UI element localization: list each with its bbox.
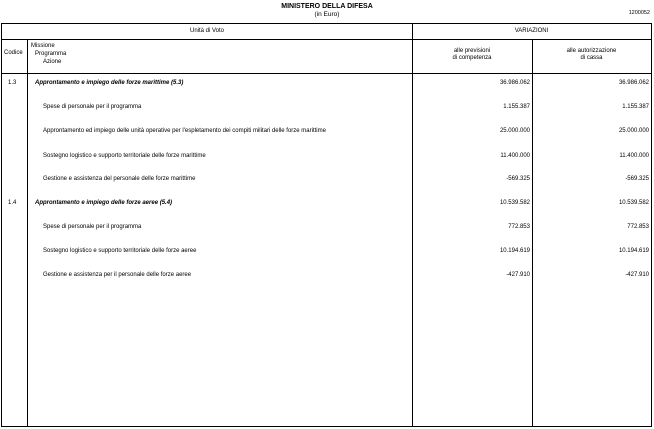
row-cassa: 10.539.582 bbox=[618, 200, 649, 206]
header-competenza-line1: alle previsioni bbox=[453, 48, 491, 54]
row-competenza: 10.194.619 bbox=[499, 248, 530, 254]
divider-codice bbox=[27, 39, 28, 427]
header-programma: Programma bbox=[35, 51, 67, 57]
header-missione: Missione bbox=[31, 43, 55, 49]
header-competenza-line2: di competenza bbox=[452, 55, 492, 61]
row-code: 1.4 bbox=[8, 200, 17, 206]
row-cassa: 772.853 bbox=[627, 224, 649, 230]
header-codice: Codice bbox=[4, 50, 23, 56]
row-competenza: 25.000.000 bbox=[499, 128, 530, 134]
row-description: Spese di personale per il programma bbox=[43, 104, 142, 110]
row-description: Approntamento e impiego delle forze marittime (5.3) bbox=[35, 80, 184, 86]
row-description: Sostegno logistico e supporto territoriale delle forze aeree bbox=[43, 248, 197, 254]
row-description: Approntamento e impiego delle forze aeree (5.4) bbox=[35, 200, 173, 206]
row-cassa: -569.325 bbox=[625, 176, 649, 182]
row-cassa: 10.194.619 bbox=[618, 248, 649, 254]
currency-unit: (in Euro) bbox=[314, 11, 340, 18]
row-description: Spese di personale per il programma bbox=[43, 224, 142, 230]
header-unita-di-voto: Unità di Voto bbox=[189, 28, 225, 34]
header-subdivider bbox=[2, 39, 651, 40]
row-description: Approntamento ed impiego delle unità operative per l'espletamento dei compiti militari delle forze marittime bbox=[43, 128, 326, 134]
row-description: Gestione e assistenza del personale delle forze marittime bbox=[43, 176, 196, 182]
row-competenza: 10.539.582 bbox=[499, 200, 530, 206]
row-cassa: 25.000.000 bbox=[618, 128, 649, 134]
row-cassa: 36.986.062 bbox=[618, 80, 649, 86]
row-description: Sostegno logistico e supporto territoriale delle forze marittime bbox=[43, 153, 206, 159]
row-code: 1.3 bbox=[8, 80, 17, 86]
row-competenza: -427.910 bbox=[506, 272, 530, 278]
row-competenza: 1.155.387 bbox=[503, 104, 530, 110]
row-competenza: 36.986.062 bbox=[499, 80, 530, 86]
header-variazioni: VARIAZIONI bbox=[514, 28, 549, 34]
header-cassa-line2: di cassa bbox=[580, 55, 603, 61]
row-competenza: -569.325 bbox=[506, 176, 530, 182]
divider-competenza-cassa bbox=[532, 39, 533, 427]
row-description: Gestione e assistenza per il personale delle forze aeree bbox=[43, 272, 192, 278]
document-id: 1200052 bbox=[628, 10, 650, 16]
header-cassa-line1: alle autorizzazione bbox=[566, 48, 617, 54]
header-bottom-divider bbox=[2, 73, 651, 74]
row-competenza: 11.400.000 bbox=[500, 153, 530, 159]
row-cassa: -427.910 bbox=[625, 272, 649, 278]
row-cassa: 11.400.000 bbox=[619, 153, 649, 159]
document-title: MINISTERO DELLA DIFESA bbox=[281, 3, 373, 10]
header-azione: Azione bbox=[43, 59, 62, 65]
row-cassa: 1.155.387 bbox=[622, 104, 649, 110]
variations-table bbox=[1, 23, 652, 427]
row-competenza: 772.853 bbox=[508, 224, 530, 230]
